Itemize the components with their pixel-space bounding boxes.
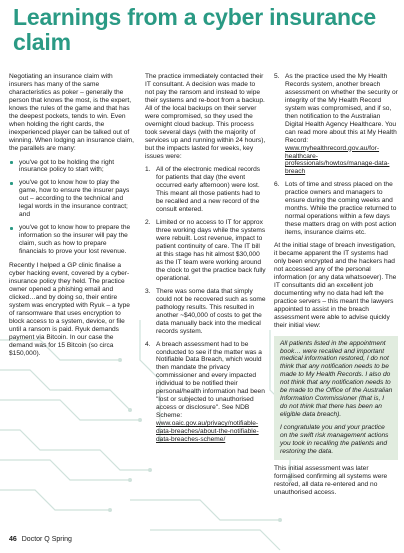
quote-paragraph: All patients listed in the appointment book… were recalled and important medical information restored, I do not think that any notification needs to be made to My Health Records. I also do not think that any notification needs to be made to the Office of the Australian Information Commissioner (that is, I do not think that there has been an eligible data breach). — [280, 339, 393, 419]
closing-paragraph: This initial assessment was later formalised confirming all systems were restored, all data re-entered and no unauthorised access. — [274, 464, 388, 496]
list-item: 2. Limited or no access to IT for approx three working days while the systems were rebuilt. Lost revenue, impact to patient continuity of care. The IT bill at this stage has hit almost $30,000 as the IT team were working around the clock to get the practice back fully operational. — [145, 219, 266, 282]
ndb-scheme-link[interactable]: www.oaic.gov.au/privacy/notifiable-data-breaches/about-the-notifiable-data-breaches-scheme/ — [156, 420, 259, 443]
list-item: 5. As the practice used the My Health Records system, another breach assessment on whether the security or integrity of the My Health Record system was compromised, and if so, then notification to the Australian Digital Health Agency Healthcare. You can read more about this at My Health Record: www.myhealthrecord.gov.au/for-healthcare-professionals/howtos/manage-data-breach — [274, 73, 398, 176]
list-item: 6. Lots of time and stress placed on the practice owners and managers to ensure during the coming weeks and months. While the practice returned to normal operations within a few days these matters drag on with post action items, insurance claims etc. — [274, 181, 397, 237]
column-middle — [145, 73, 266, 449]
list-item: 1. All of the electronic medical records for patients that day (the event occurred early afternoon) were lost. This meant all those patients had to be recalled and a new record of the consult entered. — [145, 166, 261, 214]
intro-paragraph: Negotiating an insurance claim with insurers has many of the same characteristics as poker – generally the person that knows the most, is the expert, knows the rules of the game and that has the deepest pockets, tends to win. Even when holding the right cards, the inexperienced player can be talked out of winning. When lodging an insurance claim, the parallels are many: — [9, 73, 134, 152]
list-item: 4. A breach assessment had to be conducted to see if the matter was a Notifiable Data Breach, which would then mandate the privacy commissioner and every impacted individual to be notified their personal/health information had been "lost or subjected to unauthorised access or disclosure". See NDB Scheme: www.oaic.gov.au/privacy/notifiable-data-breaches/about-the-notifiable-data-breaches-scheme/ — [145, 340, 265, 443]
page-number: 46 — [9, 536, 17, 543]
case-story-paragraph: Recently I helped a GP clinic finalise a cyber hacking event, covered by a cyber-insurance policy they held. The practice owner opened a phishing email and clicked…and by doing so, their entire system was encrypted with Ryuk – a type of ransomware that uses encryption to block access to a system, device, or file until a ransom is paid. Ryuk demands payment via Bitcoin. In our case the demand was for 15 Bitcoin (so circa $150,000). — [9, 262, 130, 357]
page-footer — [9, 536, 72, 543]
breach-investigation-paragraph: At the initial stage of breach investigation, it became apparent the IT systems had only been encrypted and the hackers had not accessed any of the personal information (or any data whatsoever). The IT consultants did an excellent job documenting why no data had left the practice servers – this meant the lawyers appointed to assist in the breach assessment were able to advise quickly their initial view: — [274, 242, 397, 329]
list-item: you've got to know how to prepare the information so the insurer will pay the claim, such as how to prepare financials to prove your lost revenue. — [9, 224, 134, 256]
article-title: Learnings from a cyber insurance claim — [13, 4, 377, 55]
lawyer-quote-box — [274, 336, 398, 460]
list-item: 3. There was some data that simply could not be recovered such as some pathology results. This resulted in another ~$40,000 of costs to get the data manually back into the medical records system. — [145, 287, 266, 335]
key-issues-list — [145, 166, 266, 443]
poker-parallels-list — [9, 159, 134, 256]
my-health-record-link[interactable]: www.myhealthrecord.gov.au/for-healthcare-professionals/howtos/manage-data-breach — [285, 144, 390, 176]
list-item: you've got to know how to play the game, how to ensure the insurer pays out – according to the technical and legal words in the insurance contract; and — [9, 179, 134, 219]
response-paragraph: The practice immediately contacted their IT consultant. A decision was made to not pay the ransom and instead to wipe their systems and re-boot from a backup. All of the local backups on their server were compromised, so they used the overnight cloud backup. This process took several days (with the majority of services up and running within 24 hours), but the impacts lasted for weeks, key issues were: — [145, 73, 266, 160]
publication-name: Doctor Q Spring — [21, 536, 72, 543]
quote-paragraph: I congratulate you and your practice on the swift risk management actions you took in recalling the patients and restoring the data. — [280, 424, 389, 455]
list-item: you've got to be holding the right insurance policy to start with; — [9, 159, 134, 175]
column-left — [9, 73, 134, 363]
key-issues-list-continued — [274, 73, 398, 237]
column-right — [274, 73, 398, 503]
